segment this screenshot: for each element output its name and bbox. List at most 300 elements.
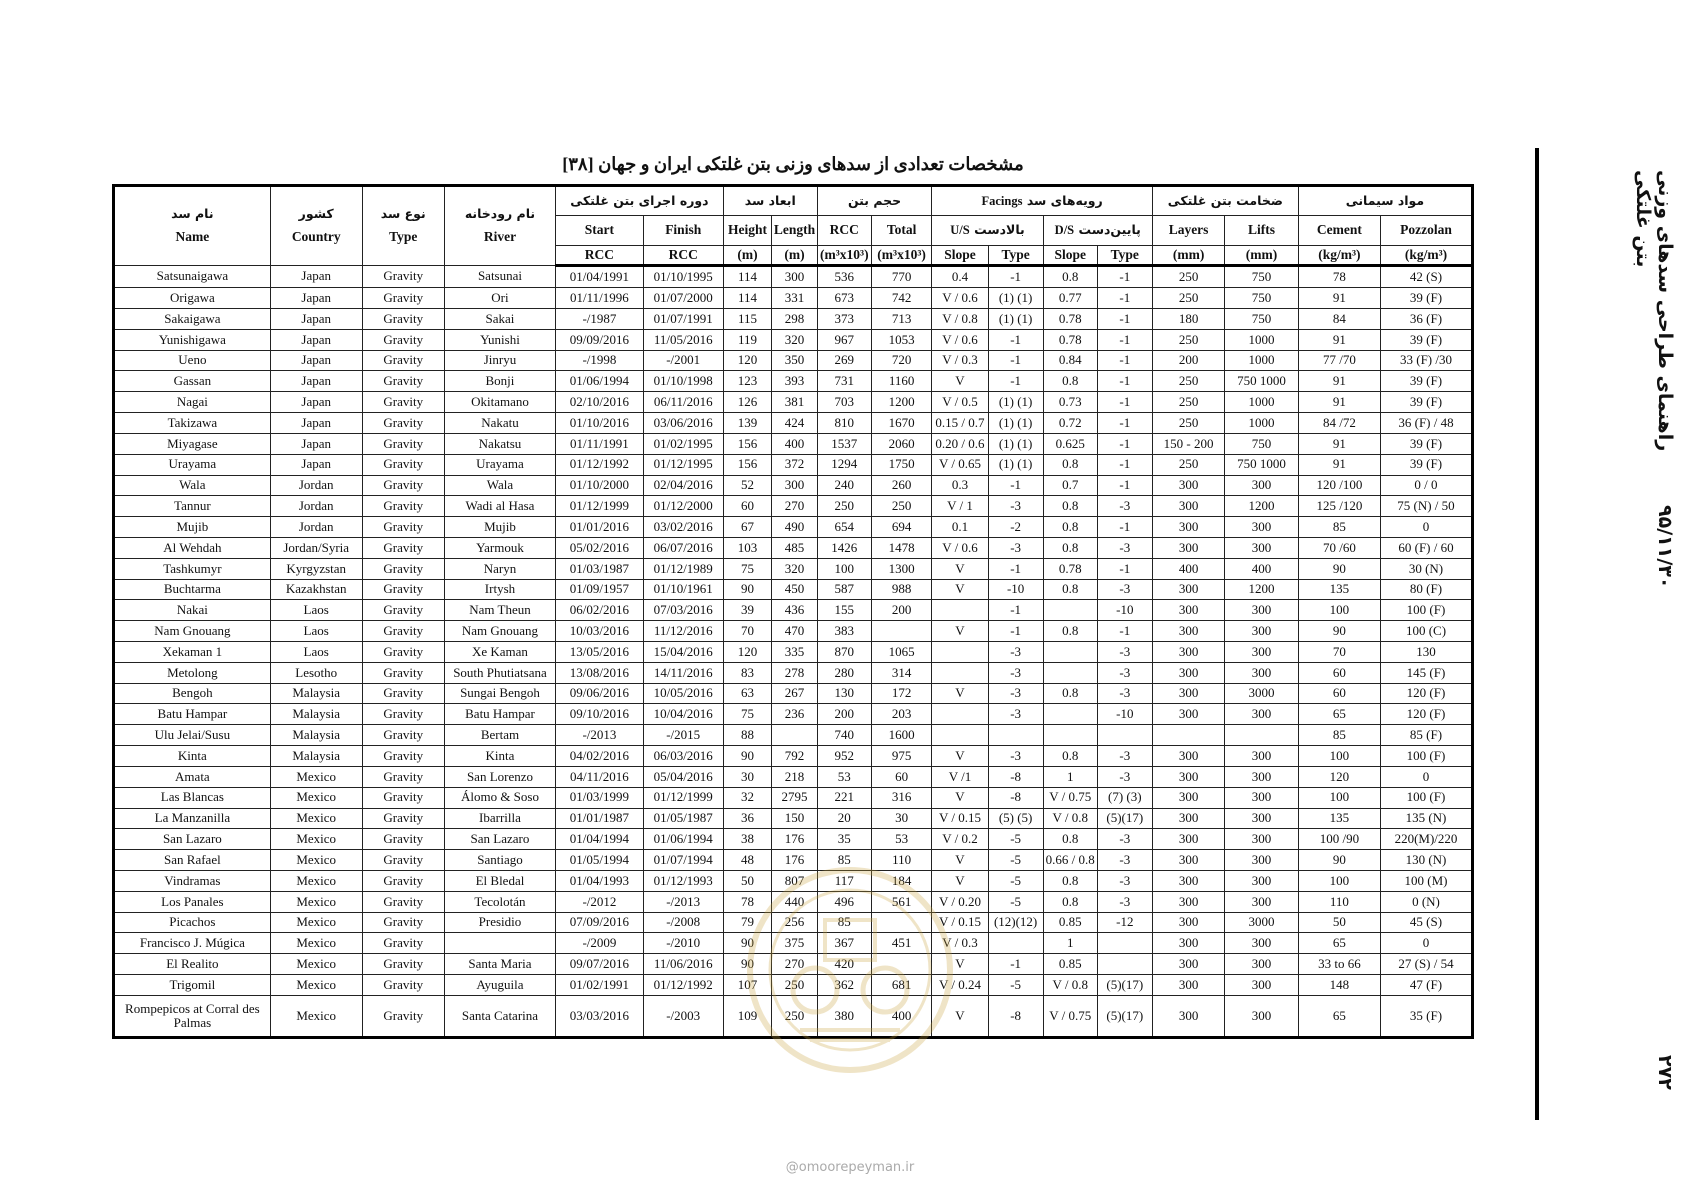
cell-layers: 300 [1152,766,1224,787]
cell-name: Picachos [114,912,271,933]
cell-layers [1152,725,1224,746]
table-row [114,600,1473,621]
cell-total: 720 [871,350,932,371]
table-row [114,350,1473,371]
cell-cement: 91 [1298,371,1380,392]
cell-rcc: 810 [817,413,871,434]
cell-total: 316 [871,787,932,808]
cell-river: El Bledal [444,870,555,891]
cell-cement: 65 [1298,995,1380,1037]
cell-finish: 01/10/1998 [643,371,723,392]
cell-layers: 300 [1152,787,1224,808]
cell-pozzolan: 220(M)/220 [1380,829,1472,850]
cell-us-type: -1 [988,371,1043,392]
table-row [114,683,1473,704]
cell-total: 314 [871,662,932,683]
cell-cement: 70 [1298,642,1380,663]
cell-rcc: 85 [817,912,871,933]
cell-name: Metolong [114,662,271,683]
cell-rcc: 240 [817,475,871,496]
table-row [114,933,1473,954]
cell-lifts: 1200 [1225,496,1299,517]
cell-pozzolan: 0 / 0 [1380,475,1472,496]
cell-us-type: (1) (1) [988,392,1043,413]
cell-lifts: 300 [1225,975,1299,996]
cell-finish: 01/12/1989 [643,558,723,579]
cell-ds-type: -3 [1097,537,1152,558]
cell-type: Gravity [362,600,444,621]
cell-country: Japan [270,392,362,413]
cell-pozzolan: 60 (F) / 60 [1380,537,1472,558]
cell-river: San Lazaro [444,829,555,850]
cell-layers: 300 [1152,600,1224,621]
cell-us-type: (1) (1) [988,309,1043,330]
cell-country: Mexico [270,954,362,975]
cell-rcc: 536 [817,266,871,288]
cell-country: Jordan/Syria [270,537,362,558]
cell-us-slope [932,600,988,621]
cell-ds-type: -1 [1097,288,1152,309]
unit-height: (m) [723,246,772,266]
cell-rcc: 155 [817,600,871,621]
cell-start: 01/04/1994 [556,829,644,850]
table-row [114,579,1473,600]
cell-type: Gravity [362,766,444,787]
header-downstream: پایین‌دست D/S [1043,216,1152,246]
cell-length: 393 [772,371,817,392]
cell-cement: 65 [1298,704,1380,725]
cell-country: Mexico [270,787,362,808]
cell-us-slope: V / 0.65 [932,454,988,475]
cell-us-slope [932,704,988,725]
cell-us-type: -3 [988,746,1043,767]
table-row [114,433,1473,454]
cell-lifts: 750 [1225,266,1299,288]
cell-lifts: 300 [1225,704,1299,725]
cell-total: 742 [871,288,932,309]
cell-type: Gravity [362,642,444,663]
cell-ds-type: -3 [1097,766,1152,787]
cell-cement: 100 [1298,746,1380,767]
cell-pozzolan: 100 (F) [1380,600,1472,621]
cell-type: Gravity [362,954,444,975]
cell-type: Gravity [362,933,444,954]
cell-ds-type: -1 [1097,329,1152,350]
cell-length: 176 [772,850,817,871]
cell-cement: 65 [1298,933,1380,954]
cell-cement: 91 [1298,454,1380,475]
cell-name: Xekaman 1 [114,642,271,663]
cell-total: 681 [871,975,932,996]
cell-rcc: 1537 [817,433,871,454]
cell-finish: 06/07/2016 [643,537,723,558]
cell-cement: 84 /72 [1298,413,1380,434]
table-row [114,891,1473,912]
cell-ds-slope: 0.78 [1043,309,1097,330]
cell-pozzolan: 33 (F) /30 [1380,350,1472,371]
table-title: مشخصات تعدادی از سدهای وزنی بتن غلتکی ایران و جهان [۳۸] [562,154,1024,174]
cell-ds-slope: 0.85 [1043,912,1097,933]
unit-total-volume: (m³x10³) [871,246,932,266]
cell-ds-slope: 0.8 [1043,371,1097,392]
cell-finish: 01/07/1991 [643,309,723,330]
cell-finish: 01/12/1992 [643,975,723,996]
cell-rcc: 85 [817,850,871,871]
cell-ds-slope: 0.8 [1043,683,1097,704]
cell-rcc: 673 [817,288,871,309]
cell-cement: 91 [1298,288,1380,309]
cell-country: Malaysia [270,725,362,746]
cell-length: 807 [772,870,817,891]
table-row [114,954,1473,975]
cell-total: 203 [871,704,932,725]
cell-start: -/2009 [556,933,644,954]
cell-us-type: -2 [988,517,1043,538]
header-total-volume: Total [871,216,932,246]
cell-river: Mujib [444,517,555,538]
cell-rcc: 654 [817,517,871,538]
cell-country: Jordan [270,475,362,496]
cell-us-slope: V / 0.6 [932,329,988,350]
cell-us-type: -1 [988,558,1043,579]
cell-start: 01/01/1987 [556,808,644,829]
cell-total: 1300 [871,558,932,579]
cell-river: Okitamano [444,392,555,413]
cell-layers: 300 [1152,579,1224,600]
cell-us-type: -1 [988,266,1043,288]
cell-ds-slope: 0.72 [1043,413,1097,434]
cell-cement: 60 [1298,662,1380,683]
cell-length: 335 [772,642,817,663]
table-row [114,787,1473,808]
cell-ds-slope: 1 [1043,933,1097,954]
rcc-dam-specs-table [112,184,1474,1039]
cell-lifts: 3000 [1225,912,1299,933]
cell-lifts: 300 [1225,766,1299,787]
cell-height: 83 [723,662,772,683]
cell-name: Amata [114,766,271,787]
cell-layers: 300 [1152,870,1224,891]
cell-river: Urayama [444,454,555,475]
cell-type: Gravity [362,662,444,683]
book-title: راهنمای طراحی سدهای وزنی بتن غلتکی [1632,170,1676,452]
cell-start: 01/11/1996 [556,288,644,309]
cell-length [772,725,817,746]
cell-finish: -/2003 [643,995,723,1037]
cell-layers: 300 [1152,704,1224,725]
unit-finish: RCC [643,246,723,266]
header-volume: حجم بتن [817,186,932,216]
cell-us-slope: V [932,787,988,808]
cell-us-slope: V / 0.24 [932,975,988,996]
cell-length: 375 [772,933,817,954]
cell-layers: 300 [1152,995,1224,1037]
cell-us-slope: V / 0.6 [932,537,988,558]
cell-length: 218 [772,766,817,787]
cell-finish: 07/03/2016 [643,600,723,621]
cell-pozzolan: 39 (F) [1380,454,1472,475]
cell-lifts: 300 [1225,933,1299,954]
cell-height: 119 [723,329,772,350]
cell-name: Francisco J. Múgica [114,933,271,954]
cell-ds-type: -10 [1097,600,1152,621]
cell-rcc: 380 [817,995,871,1037]
cell-us-type: -5 [988,870,1043,891]
cell-us-type [988,725,1043,746]
cell-name: Origawa [114,288,271,309]
cell-ds-type: -3 [1097,642,1152,663]
cell-country: Mexico [270,891,362,912]
cell-height: 63 [723,683,772,704]
cell-ds-slope: 0.8 [1043,454,1097,475]
cell-length: 436 [772,600,817,621]
header-country: کشور Country [270,186,362,266]
cell-ds-slope: 0.8 [1043,266,1097,288]
cell-name: San Lazaro [114,829,271,850]
cell-layers: 300 [1152,954,1224,975]
cell-total: 400 [871,995,932,1037]
cell-us-slope: V [932,621,988,642]
cell-cement: 91 [1298,392,1380,413]
cell-type: Gravity [362,266,444,288]
cell-total: 260 [871,475,932,496]
cell-lifts: 300 [1225,475,1299,496]
cell-start: 01/04/1993 [556,870,644,891]
cell-start: -/1987 [556,309,644,330]
cell-layers: 300 [1152,829,1224,850]
cell-length: 300 [772,475,817,496]
cell-us-slope: 0.20 / 0.6 [932,433,988,454]
cell-name: Los Panales [114,891,271,912]
cell-lifts: 3000 [1225,683,1299,704]
cell-us-slope: V [932,558,988,579]
page-date: ۹۵/۱۱/۳۰ [1654,505,1676,589]
cell-total [871,954,932,975]
cell-finish: 02/04/2016 [643,475,723,496]
cell-cement: 100 [1298,600,1380,621]
cell-country: Laos [270,600,362,621]
cell-total: 1053 [871,329,932,350]
cell-finish: 15/04/2016 [643,642,723,663]
cell-cement: 90 [1298,850,1380,871]
cell-start: 01/04/1991 [556,266,644,288]
cell-layers: 300 [1152,621,1224,642]
cell-ds-slope: 0.8 [1043,621,1097,642]
cell-us-slope: V [932,850,988,871]
cell-name: Batu Hampar [114,704,271,725]
cell-finish: 11/05/2016 [643,329,723,350]
cell-lifts: 750 [1225,433,1299,454]
cell-start: 05/02/2016 [556,537,644,558]
table-row [114,662,1473,683]
cell-country: Japan [270,266,362,288]
cell-finish: 01/07/1994 [643,850,723,871]
table-row [114,870,1473,891]
cell-start: 01/03/1987 [556,558,644,579]
cell-country: Japan [270,309,362,330]
cell-finish: -/2015 [643,725,723,746]
cell-height: 107 [723,975,772,996]
header-cement: Cement [1298,216,1380,246]
cell-name: Al Wehdah [114,537,271,558]
cell-us-type: -1 [988,329,1043,350]
cell-ds-type: -3 [1097,870,1152,891]
cell-length: 490 [772,517,817,538]
cell-river: Kinta [444,746,555,767]
cell-height: 103 [723,537,772,558]
header-length: Length [772,216,817,246]
cell-river: Bertam [444,725,555,746]
cell-country: Mexico [270,933,362,954]
cell-rcc: 269 [817,350,871,371]
cell-ds-slope [1043,662,1097,683]
cell-river: Presidio [444,912,555,933]
cell-cement: 60 [1298,683,1380,704]
header-upstream: بالادست U/S [932,216,1043,246]
cell-height: 90 [723,933,772,954]
cell-rcc: 967 [817,329,871,350]
cell-river: Sakai [444,309,555,330]
cell-layers: 300 [1152,933,1224,954]
cell-start: 04/02/2016 [556,746,644,767]
cell-length: 320 [772,329,817,350]
cell-ds-slope: 0.78 [1043,329,1097,350]
cell-length: 250 [772,995,817,1037]
table-row [114,704,1473,725]
cell-height: 90 [723,746,772,767]
cell-type: Gravity [362,433,444,454]
table-row [114,829,1473,850]
cell-layers: 300 [1152,683,1224,704]
cell-us-type: -3 [988,496,1043,517]
cell-name: Miyagase [114,433,271,454]
cell-river: Yarmouk [444,537,555,558]
header-dimensions: ابعاد سد [723,186,817,216]
cell-type: Gravity [362,912,444,933]
cell-height: 109 [723,995,772,1037]
cell-type: Gravity [362,329,444,350]
cell-name: Sakaigawa [114,309,271,330]
cell-start: 01/01/2016 [556,517,644,538]
cell-finish: 01/05/1987 [643,808,723,829]
cell-finish: 01/07/2000 [643,288,723,309]
cell-country: Lesotho [270,662,362,683]
cell-ds-slope: 0.84 [1043,350,1097,371]
cell-ds-type: -3 [1097,829,1152,850]
unit-rcc-volume: (m³x10³) [817,246,871,266]
cell-height: 39 [723,600,772,621]
margin-rule [1535,148,1539,1120]
cell-start: 01/02/1991 [556,975,644,996]
cell-lifts: 750 [1225,309,1299,330]
cell-cement: 100 [1298,787,1380,808]
cell-country: Malaysia [270,746,362,767]
cell-type: Gravity [362,870,444,891]
cell-us-slope: V [932,371,988,392]
cell-pozzolan: 0 [1380,517,1472,538]
cell-total: 250 [871,496,932,517]
cell-type: Gravity [362,746,444,767]
cell-height: 36 [723,808,772,829]
cell-layers: 300 [1152,891,1224,912]
cell-rcc: 367 [817,933,871,954]
cell-type: Gravity [362,621,444,642]
cell-us-slope: V [932,954,988,975]
cell-us-slope: V [932,579,988,600]
table-row [114,725,1473,746]
cell-ds-slope: 0.77 [1043,288,1097,309]
cell-total: 110 [871,850,932,871]
cell-ds-type: (5)(17) [1097,975,1152,996]
cell-country: Japan [270,350,362,371]
cell-pozzolan: 130 [1380,642,1472,663]
cell-ds-type: -3 [1097,746,1152,767]
cell-finish: 01/12/1993 [643,870,723,891]
cell-name: Nagai [114,392,271,413]
cell-ds-slope: 0.8 [1043,537,1097,558]
cell-river: Nakatu [444,413,555,434]
cell-type: Gravity [362,850,444,871]
cell-river: Sungai Bengoh [444,683,555,704]
cell-type: Gravity [362,350,444,371]
cell-river: Nakatsu [444,433,555,454]
cell-us-type: (5) (5) [988,808,1043,829]
table-row [114,995,1473,1037]
table-row [114,266,1473,288]
cell-lifts: 300 [1225,621,1299,642]
header-rcc-thickness: ضخامت بتن غلتکی [1152,186,1298,216]
cell-name: Satsunaigawa [114,266,271,288]
cell-rcc: 1294 [817,454,871,475]
cell-layers: 300 [1152,912,1224,933]
cell-country: Mexico [270,995,362,1037]
cell-us-type: (1) (1) [988,454,1043,475]
cell-finish: 11/06/2016 [643,954,723,975]
cell-pozzolan: 36 (F) / 48 [1380,413,1472,434]
header-dam-name: نام سد Name [114,186,271,266]
cell-type: Gravity [362,558,444,579]
cell-finish: 10/05/2016 [643,683,723,704]
cell-finish: 01/10/1961 [643,579,723,600]
cell-layers: 300 [1152,475,1224,496]
cell-start: -/1998 [556,350,644,371]
cell-us-slope: V / 0.20 [932,891,988,912]
cell-length: 250 [772,975,817,996]
cell-us-slope: V [932,870,988,891]
cell-type: Gravity [362,891,444,912]
cell-height: 79 [723,912,772,933]
cell-start: 01/09/1957 [556,579,644,600]
cell-name: Vindramas [114,870,271,891]
cell-us-slope: 0.1 [932,517,988,538]
cell-rcc: 420 [817,954,871,975]
cell-rcc: 250 [817,496,871,517]
cell-lifts: 300 [1225,995,1299,1037]
cell-rcc: 35 [817,829,871,850]
cell-us-type: -3 [988,642,1043,663]
cell-ds-slope: 0.7 [1043,475,1097,496]
cell-us-type: -1 [988,954,1043,975]
cell-lifts [1225,725,1299,746]
cell-length: 320 [772,558,817,579]
cell-us-slope: V / 0.15 [932,912,988,933]
cell-river: Batu Hampar [444,704,555,725]
cell-lifts: 300 [1225,746,1299,767]
cell-finish: 03/02/2016 [643,517,723,538]
cell-lifts: 750 1000 [1225,371,1299,392]
cell-finish: 01/02/1995 [643,433,723,454]
cell-ds-type: -3 [1097,579,1152,600]
